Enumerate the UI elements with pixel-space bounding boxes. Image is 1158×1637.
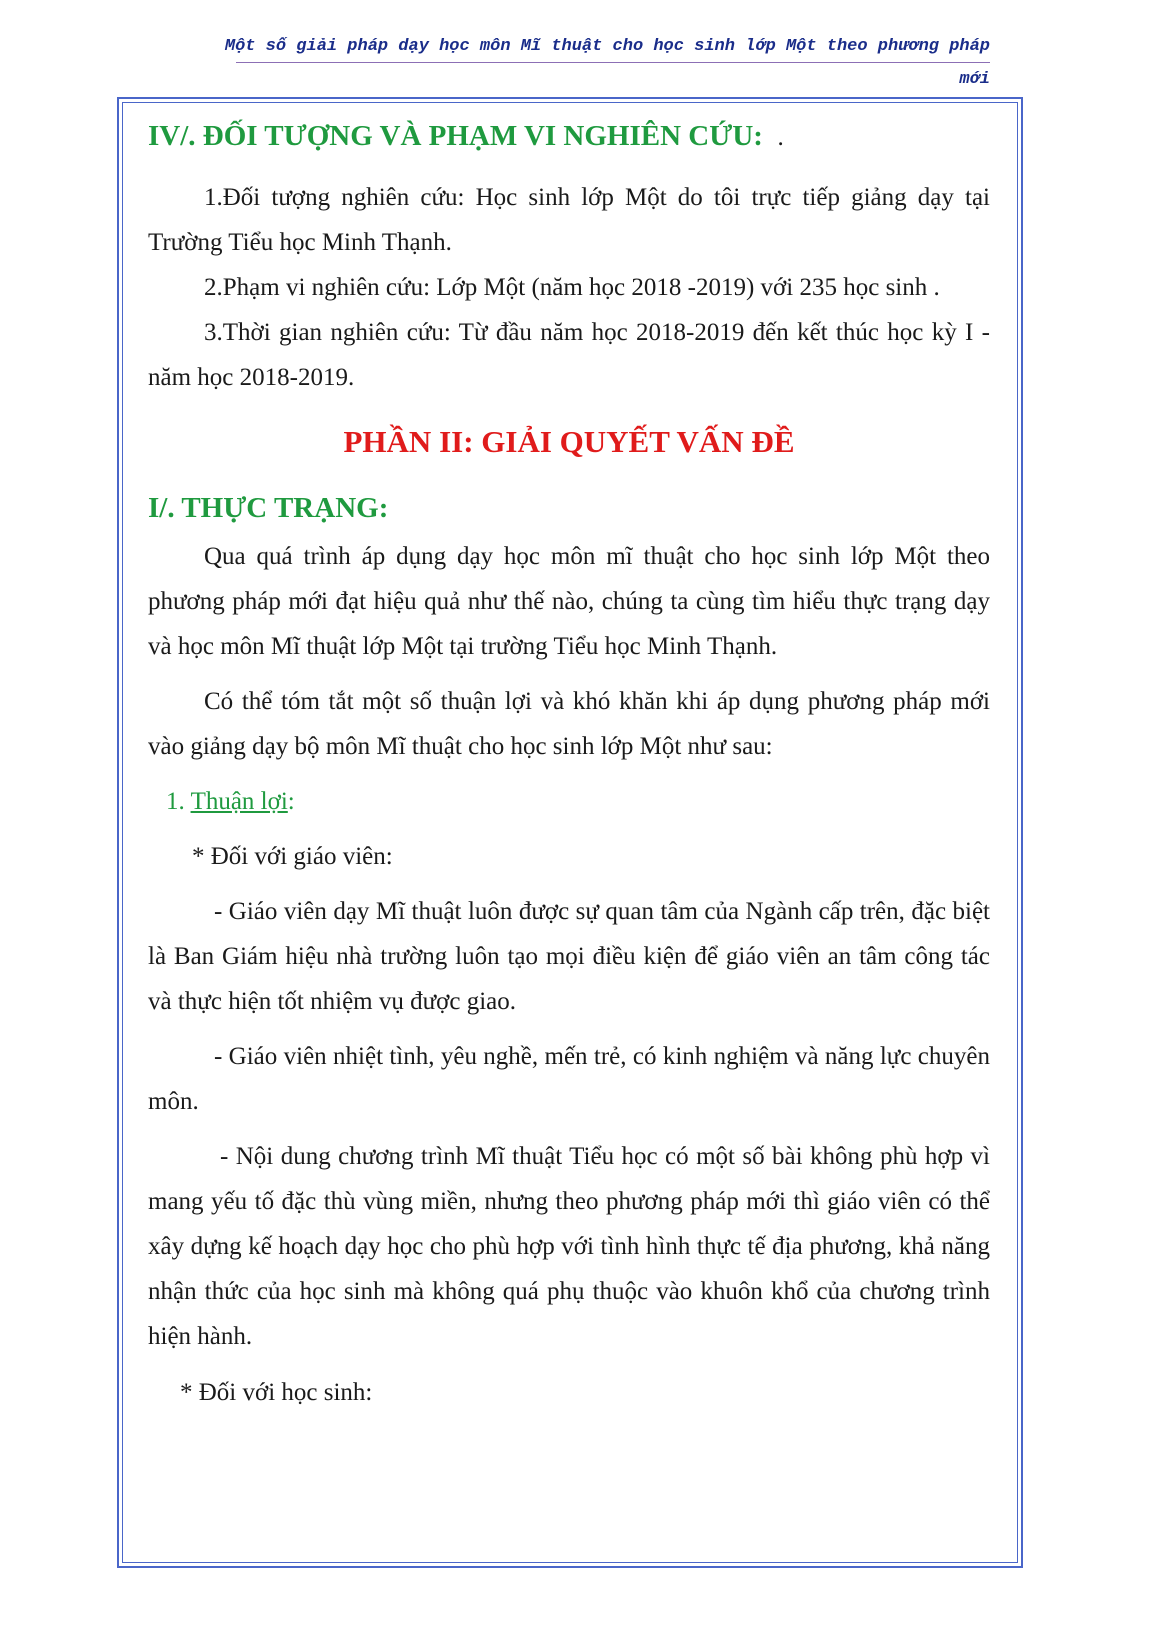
- header-rule: [236, 62, 990, 63]
- page-content: [148, 112, 990, 1415]
- page-header: [150, 30, 990, 96]
- research-scope: 2.Phạm vi nghiên cứu: Lớp Một (năm học 2018 -2019) với 235 học sinh .: [204, 274, 940, 301]
- situation-intro: Qua quá trình áp dụng dạy học môn mĩ thuật cho học sinh lớp Một theo phương pháp mới đạt hiệu quả như thế nào, chúng ta cùng tìm hiểu thực trạng dạy và học môn Mĩ thuật lớp Một tại trường Tiểu học Minh Thạnh.: [148, 543, 990, 660]
- advantages-label: Thuận lợi: [190, 788, 288, 815]
- advantages-number: 1.: [166, 788, 185, 815]
- teacher-point-2: - Giáo viên nhiệt tình, yêu nghề, mến trẻ, có kinh nghiệm và năng lực chuyên môn.: [148, 1043, 990, 1115]
- advantages-heading: [148, 779, 990, 824]
- research-subject: 1.Đối tượng nghiên cứu: Học sinh lớp Một do tôi trực tiếp giảng dạy tại Trường Tiểu học Minh Thạnh.: [148, 184, 990, 256]
- situation-summary: Có thể tóm tắt một số thuận lợi và khó khăn khi áp dụng phương pháp mới vào giảng dạy bộ môn Mĩ thuật cho học sinh lớp Một như sau:: [148, 688, 990, 760]
- header-line-2: mới: [959, 70, 990, 89]
- students-heading: * Đối với học sinh:: [180, 1379, 373, 1406]
- header-line-1: Một số giải pháp dạy học môn Mĩ thuật cho học sinh lớp Một theo phương pháp: [224, 37, 990, 56]
- teacher-point-1: - Giáo viên dạy Mĩ thuật luôn được sự quan tâm của Ngành cấp trên, đặc biệt là Ban Giám hiệu nhà trường luôn tạo mọi điều kiện để giáo viên an tâm công tác và thực hiện tốt nhiệm vụ được giao.: [148, 898, 990, 1015]
- teachers-heading: * Đối với giáo viên:: [192, 843, 393, 870]
- teacher-point-3: - Nội dung chương trình Mĩ thuật Tiểu học có một số bài không phù hợp vì mang yếu tố đặc thù vùng miền, nhưng theo phương pháp mới thì giáo viên có thể xây dựng kế hoạch dạy học cho phù hợp với tình hình thực tế địa phương, khả năng nhận thức của học sinh mà không quá phụ thuộc vào khuôn khổ của chương trình hiện hành.: [148, 1143, 990, 1350]
- part-2-title: PHẦN II: GIẢI QUYẾT VẤN ĐỀ: [343, 424, 795, 459]
- section-4-title: IV/. ĐỐI TƯỢNG VÀ PHẠM VI NGHIÊN CỨU:: [148, 120, 763, 152]
- research-time: 3.Thời gian nghiên cứu: Từ đầu năm học 2018-2019 đến kết thúc học kỳ I - năm học 2018-2019.: [148, 319, 990, 391]
- section-4-heading: [148, 112, 990, 162]
- advantages-colon: :: [287, 788, 295, 815]
- section-4-title-suffix: .: [777, 124, 784, 151]
- section-1-heading: I/. THỰC TRẠNG:: [148, 492, 389, 524]
